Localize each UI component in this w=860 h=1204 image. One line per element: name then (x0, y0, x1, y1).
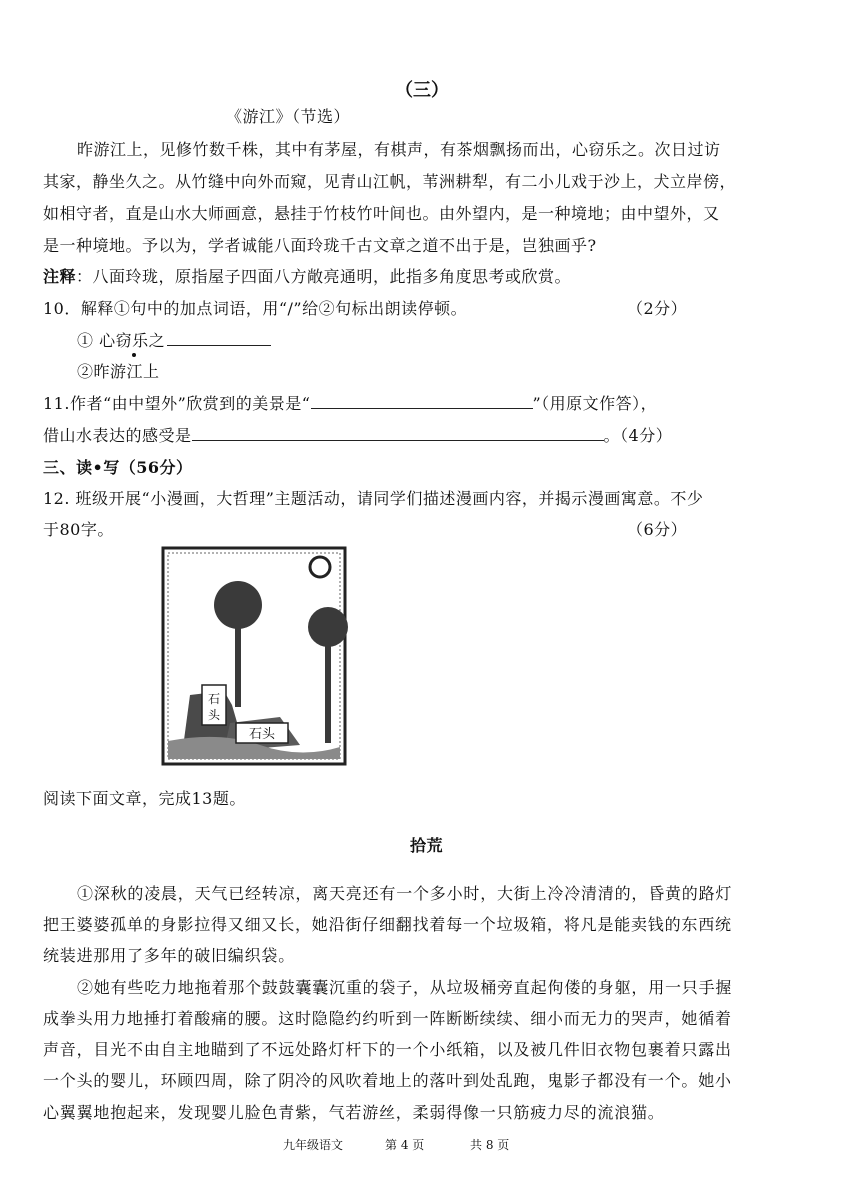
footer-total-pages: 共 8 页 (470, 1138, 510, 1152)
annotation-label: 注释 (43, 267, 77, 286)
question-10-item-1-label: ① 心窃乐之 (77, 331, 166, 350)
answer-blank-10-1[interactable] (167, 331, 271, 346)
tree-trunk-short (235, 625, 241, 707)
question-10-item-2: ②昨游江上 (77, 362, 160, 381)
essay-p2-line-1: ②她有些吃力地拖着那个鼓鼓囊囊沉重的袋子，从垃圾桶旁直起佝偻的身躯，用一只手握 (77, 978, 733, 997)
question-11-prompt-2: 借山水表达的感受是 (43, 426, 192, 445)
question-10: 10．解释①句中的加点词语，用“/”给②句标出朗读停顿。 (43, 299, 468, 318)
question-11-line-1 (43, 394, 657, 414)
tree-crown-tall (308, 607, 348, 647)
essay-p1-line-3: 统装进那用了多年的破旧编织袋。 (43, 946, 296, 965)
sign-horizontal-text: 石头 (248, 727, 276, 742)
classical-line-4: 是一种境地。予以为，学者诚能八面玲珑千古文章之道不出于是，岂独画乎? (43, 236, 597, 255)
question-10-item-1 (77, 331, 271, 351)
classical-line-1: 昨游江上，见修竹数千株，其中有茅屋，有棋声，有茶烟飘扬而出，心窃乐之。次日过访 (77, 140, 721, 159)
essay-p2-line-2: 成拳头用力地捶打着酸痛的腰。这时隐隐约约听到一阵断断续续、细小而无力的哭声，她循着 (43, 1009, 732, 1028)
sign-vertical-char-1: 石 (207, 692, 221, 706)
essay-p2-line-5: 心翼翼地抱起来，发现婴儿脸色青紫，气若游丝，柔弱得像一只筋疲力尽的流浪猫。 (43, 1103, 665, 1122)
annotation-text: ：八面玲珑，原指屋子四面八方敞亮通明，此指多角度思考或欣赏。 (76, 267, 572, 286)
essay-p1-line-2: 把王婆婆孤单的身影拉得又细又长，她沿街仔细翻找着每一个垃圾箱，将凡是能卖钱的东西统 (43, 915, 732, 934)
tree-trunk-tall (325, 643, 331, 743)
tree-crown-short (214, 581, 262, 629)
essay-p1-line-1: ①深秋的凌晨，天气已经转凉，离天亮还有一个多小时，大街上冷冷清清的，昏黄的路灯 (77, 884, 733, 903)
essay-title: 拾荒 (410, 836, 444, 855)
question-12-line-1: 12. 班级开展“小漫画，大哲理”主题活动，请同学们描述漫画内容，并揭示漫画寓意。不少 (43, 489, 704, 508)
section-heading: 三、读•写（56分） (43, 458, 193, 477)
classical-text-title: 《游江》（节选） (226, 107, 351, 126)
footer-subject: 九年级语文 (283, 1138, 344, 1152)
question-10-score: （2分） (627, 299, 688, 318)
classical-line-2: 其家，静坐久之。从竹缝中向外而窥，见青山江帆，苇洲耕犁，有二小儿戏于沙上，犬立岸傍， (43, 172, 737, 191)
answer-blank-11-2[interactable] (192, 426, 604, 441)
emphasis-dot (132, 353, 136, 357)
cartoon-illustration (160, 545, 348, 767)
answer-blank-11-1[interactable] (311, 394, 533, 409)
question-13-intro: 阅读下面文章，完成13题。 (43, 789, 246, 808)
footer-page-number: 第 4 页 (385, 1138, 425, 1152)
classical-line-3: 如相守者，直是山水大师画意，悬挂于竹枝竹叶间也。由外望内，是一种境地；由中望外，又 (43, 204, 720, 223)
sign-vertical-char-2: 头 (207, 708, 221, 722)
question-11-suffix-1: ”（用原文作答）， (532, 394, 658, 413)
question-12-score: （6分） (627, 520, 688, 539)
question-11-suffix-2: 。（4分） (603, 426, 673, 445)
question-11-prompt-1: 11.作者“由中望外”欣赏到的美景是“ (43, 394, 311, 413)
essay-p2-line-4: 一个头的婴儿，环顾四周，除了阴冷的风吹着地上的落叶到处乱跑，鬼影子都没有一个。她小 (43, 1071, 732, 1090)
essay-p2-line-3: 声音，目光不由自主地瞄到了不远处路灯杆下的一个小纸箱，以及被几件旧衣物包裹着只露出 (43, 1040, 732, 1059)
question-11-line-2 (43, 426, 672, 446)
part-heading: （三） (395, 80, 449, 101)
question-12-line-2: 于80字。 (43, 520, 114, 539)
annotation (43, 267, 571, 287)
